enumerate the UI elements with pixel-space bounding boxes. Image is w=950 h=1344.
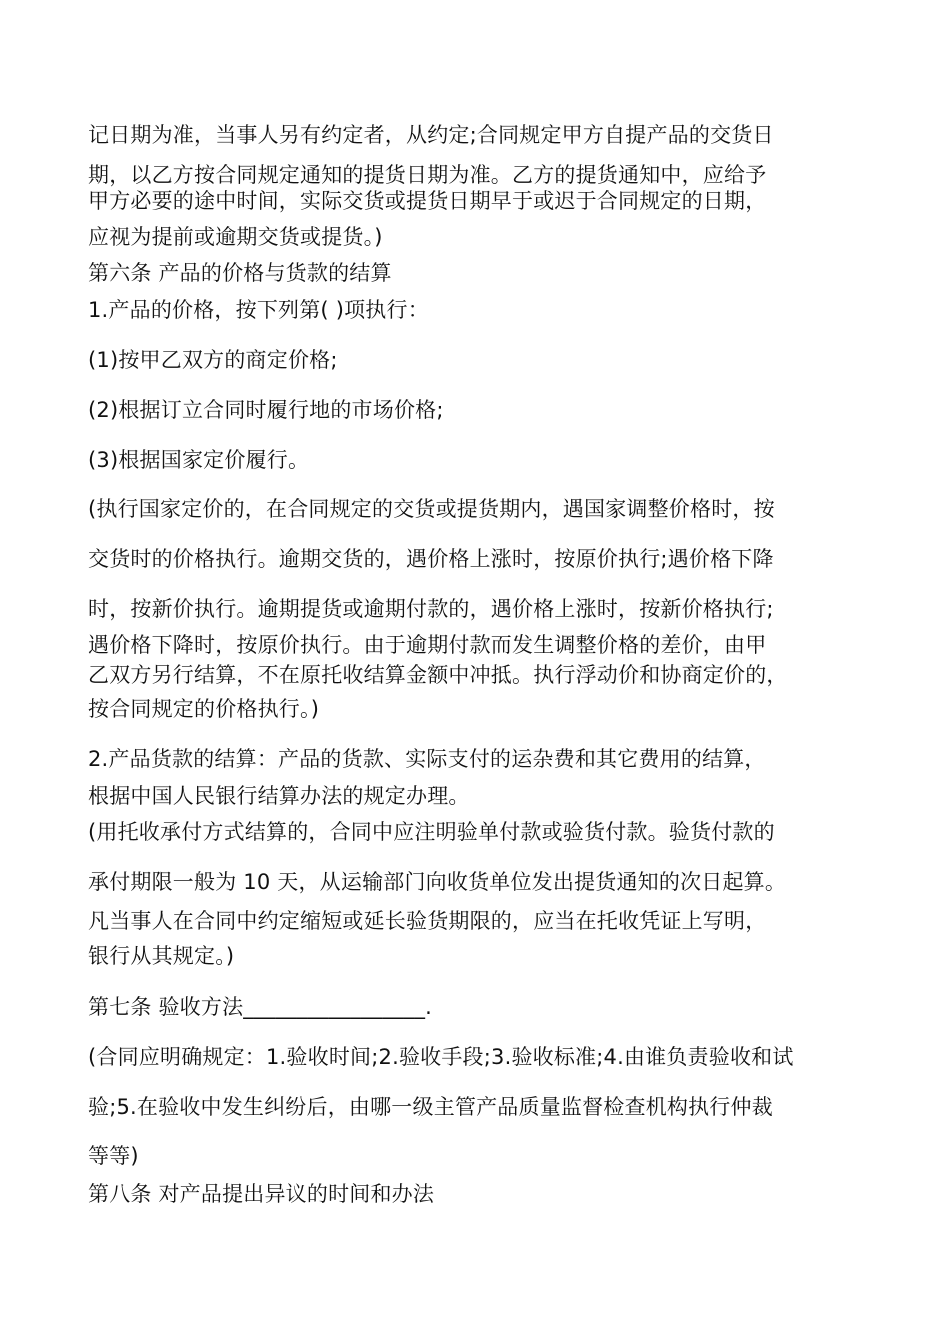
text-line: 应视为提前或逾期交货或提货。) (88, 225, 383, 249)
text-line: 承付期限一般为 10 天，从运输部门向收货单位发出提货通知的次日起算。 (88, 870, 787, 894)
section-heading: 第八条 对产品提出异议的时间和办法 (88, 1182, 435, 1206)
text-line: 2.产品货款的结算：产品的货款、实际支付的运杂费和其它费用的结算， (88, 747, 766, 771)
text-line: (用托收承付方式结算的，合同中应注明验单付款或验货付款。验货付款的 (88, 820, 775, 844)
text-line: 记日期为准，当事人另有约定者，从约定;合同规定甲方自提产品的交货日 (88, 123, 774, 147)
section-heading: 第六条 产品的价格与货款的结算 (88, 261, 392, 285)
text-line: (合同应明确规定：1.验收时间;2.验收手段;3.验收标准;4.由谁负责验收和试 (88, 1045, 794, 1069)
text-line: 凡当事人在合同中约定缩短或延长验货期限的，应当在托收凭证上写明， (88, 909, 767, 933)
text-line: 交货时的价格执行。逾期交货的，遇价格上涨时，按原价执行;遇价格下降 (88, 547, 774, 571)
list-item: (1)按甲乙双方的商定价格; (88, 348, 338, 372)
list-item: (3)根据国家定价履行。 (88, 448, 310, 472)
list-item: (2)根据订立合同时履行地的市场价格; (88, 398, 444, 422)
text-line: 验;5.在验收中发生纠纷后，由哪一级主管产品质量监督检查机构执行仲裁 (88, 1095, 773, 1119)
text-line: 按合同规定的价格执行。) (88, 697, 320, 721)
text-line: 等等) (88, 1144, 139, 1168)
text-line: 1.产品的价格，按下列第( )项执行： (88, 298, 429, 322)
text-line: 甲方必要的途中时间，实际交货或提货日期早于或迟于合同规定的日期， (88, 189, 767, 213)
text-line: 遇价格下降时，按原价执行。由于逾期付款而发生调整价格的差价，由甲 (88, 633, 767, 657)
text-line: 乙双方另行结算，不在原托收结算金额中冲抵。执行浮动价和协商定价的， (88, 663, 788, 687)
text-line: 期，以乙方按合同规定通知的提货日期为准。乙方的提货通知中，应给予 (88, 163, 767, 187)
section-heading: 第七条 验收方法_________________. (88, 995, 433, 1019)
text-line: 银行从其规定。) (88, 944, 235, 968)
text-line: 根据中国人民银行结算办法的规定办理。 (88, 784, 470, 808)
text-line: (执行国家定价的，在合同规定的交货或提货期内，遇国家调整价格时，按 (88, 497, 775, 521)
text-line: 时，按新价执行。逾期提货或逾期付款的，遇价格上涨时，按新价格执行; (88, 597, 774, 621)
